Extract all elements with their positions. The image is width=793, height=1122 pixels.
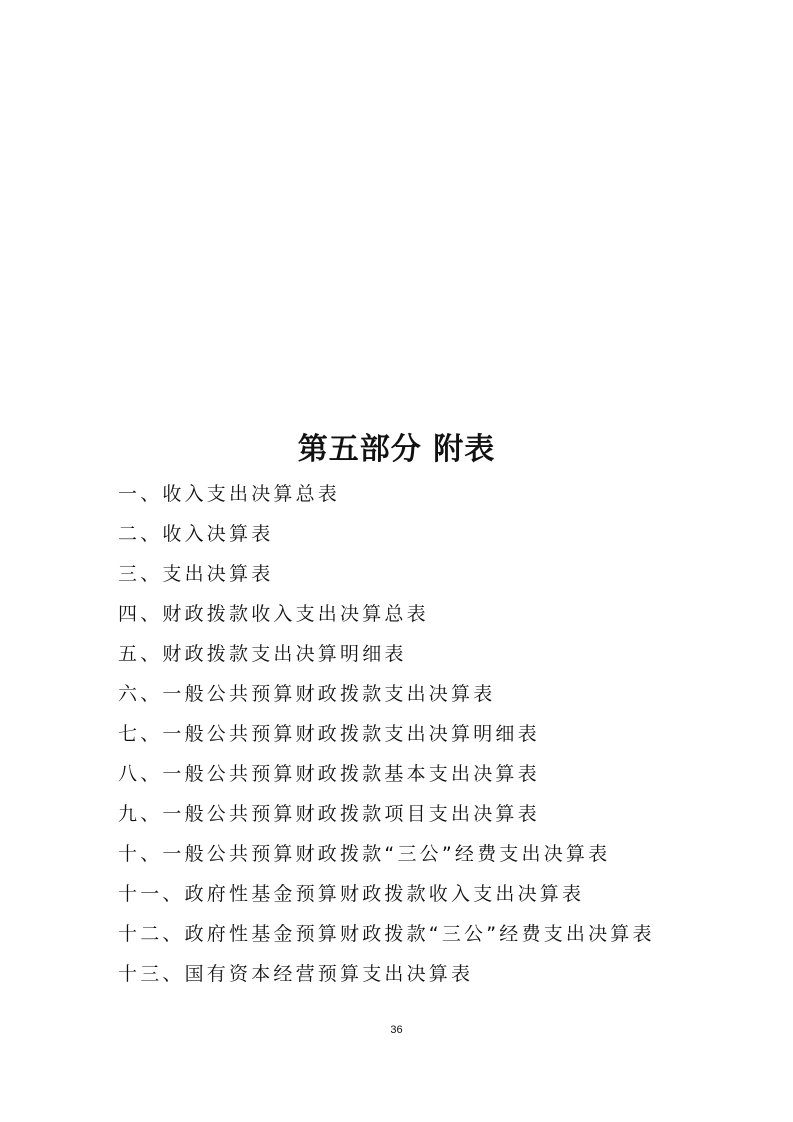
list-item: 四、财政拨款收入支出决算总表	[118, 603, 429, 625]
list-item: 二、收入决算表	[118, 523, 274, 545]
list-item: 一、收入支出决算总表	[118, 483, 341, 505]
list-item: 十、一般公共预算财政拨款“三公”经费支出决算表	[118, 843, 611, 865]
page-title: 第五部分 附表	[297, 432, 496, 467]
appendix-table-list	[118, 474, 758, 994]
list-item: 十三、国有资本经营预算支出决算表	[118, 963, 474, 985]
list-item: 六、一般公共预算财政拨款支出决算表	[118, 683, 496, 705]
list-item: 五、财政拨款支出决算明细表	[118, 643, 407, 665]
list-item: 七、一般公共预算财政拨款支出决算明细表	[118, 723, 540, 745]
page-number: 36	[390, 1024, 403, 1036]
list-item: 十一、政府性基金预算财政拨款收入支出决算表	[118, 883, 585, 905]
list-item: 三、支出决算表	[118, 563, 274, 585]
list-item: 八、一般公共预算财政拨款基本支出决算表	[118, 763, 540, 785]
list-item: 九、一般公共预算财政拨款项目支出决算表	[118, 803, 540, 825]
list-item: 十二、政府性基金预算财政拨款“三公”经费支出决算表	[118, 923, 655, 945]
